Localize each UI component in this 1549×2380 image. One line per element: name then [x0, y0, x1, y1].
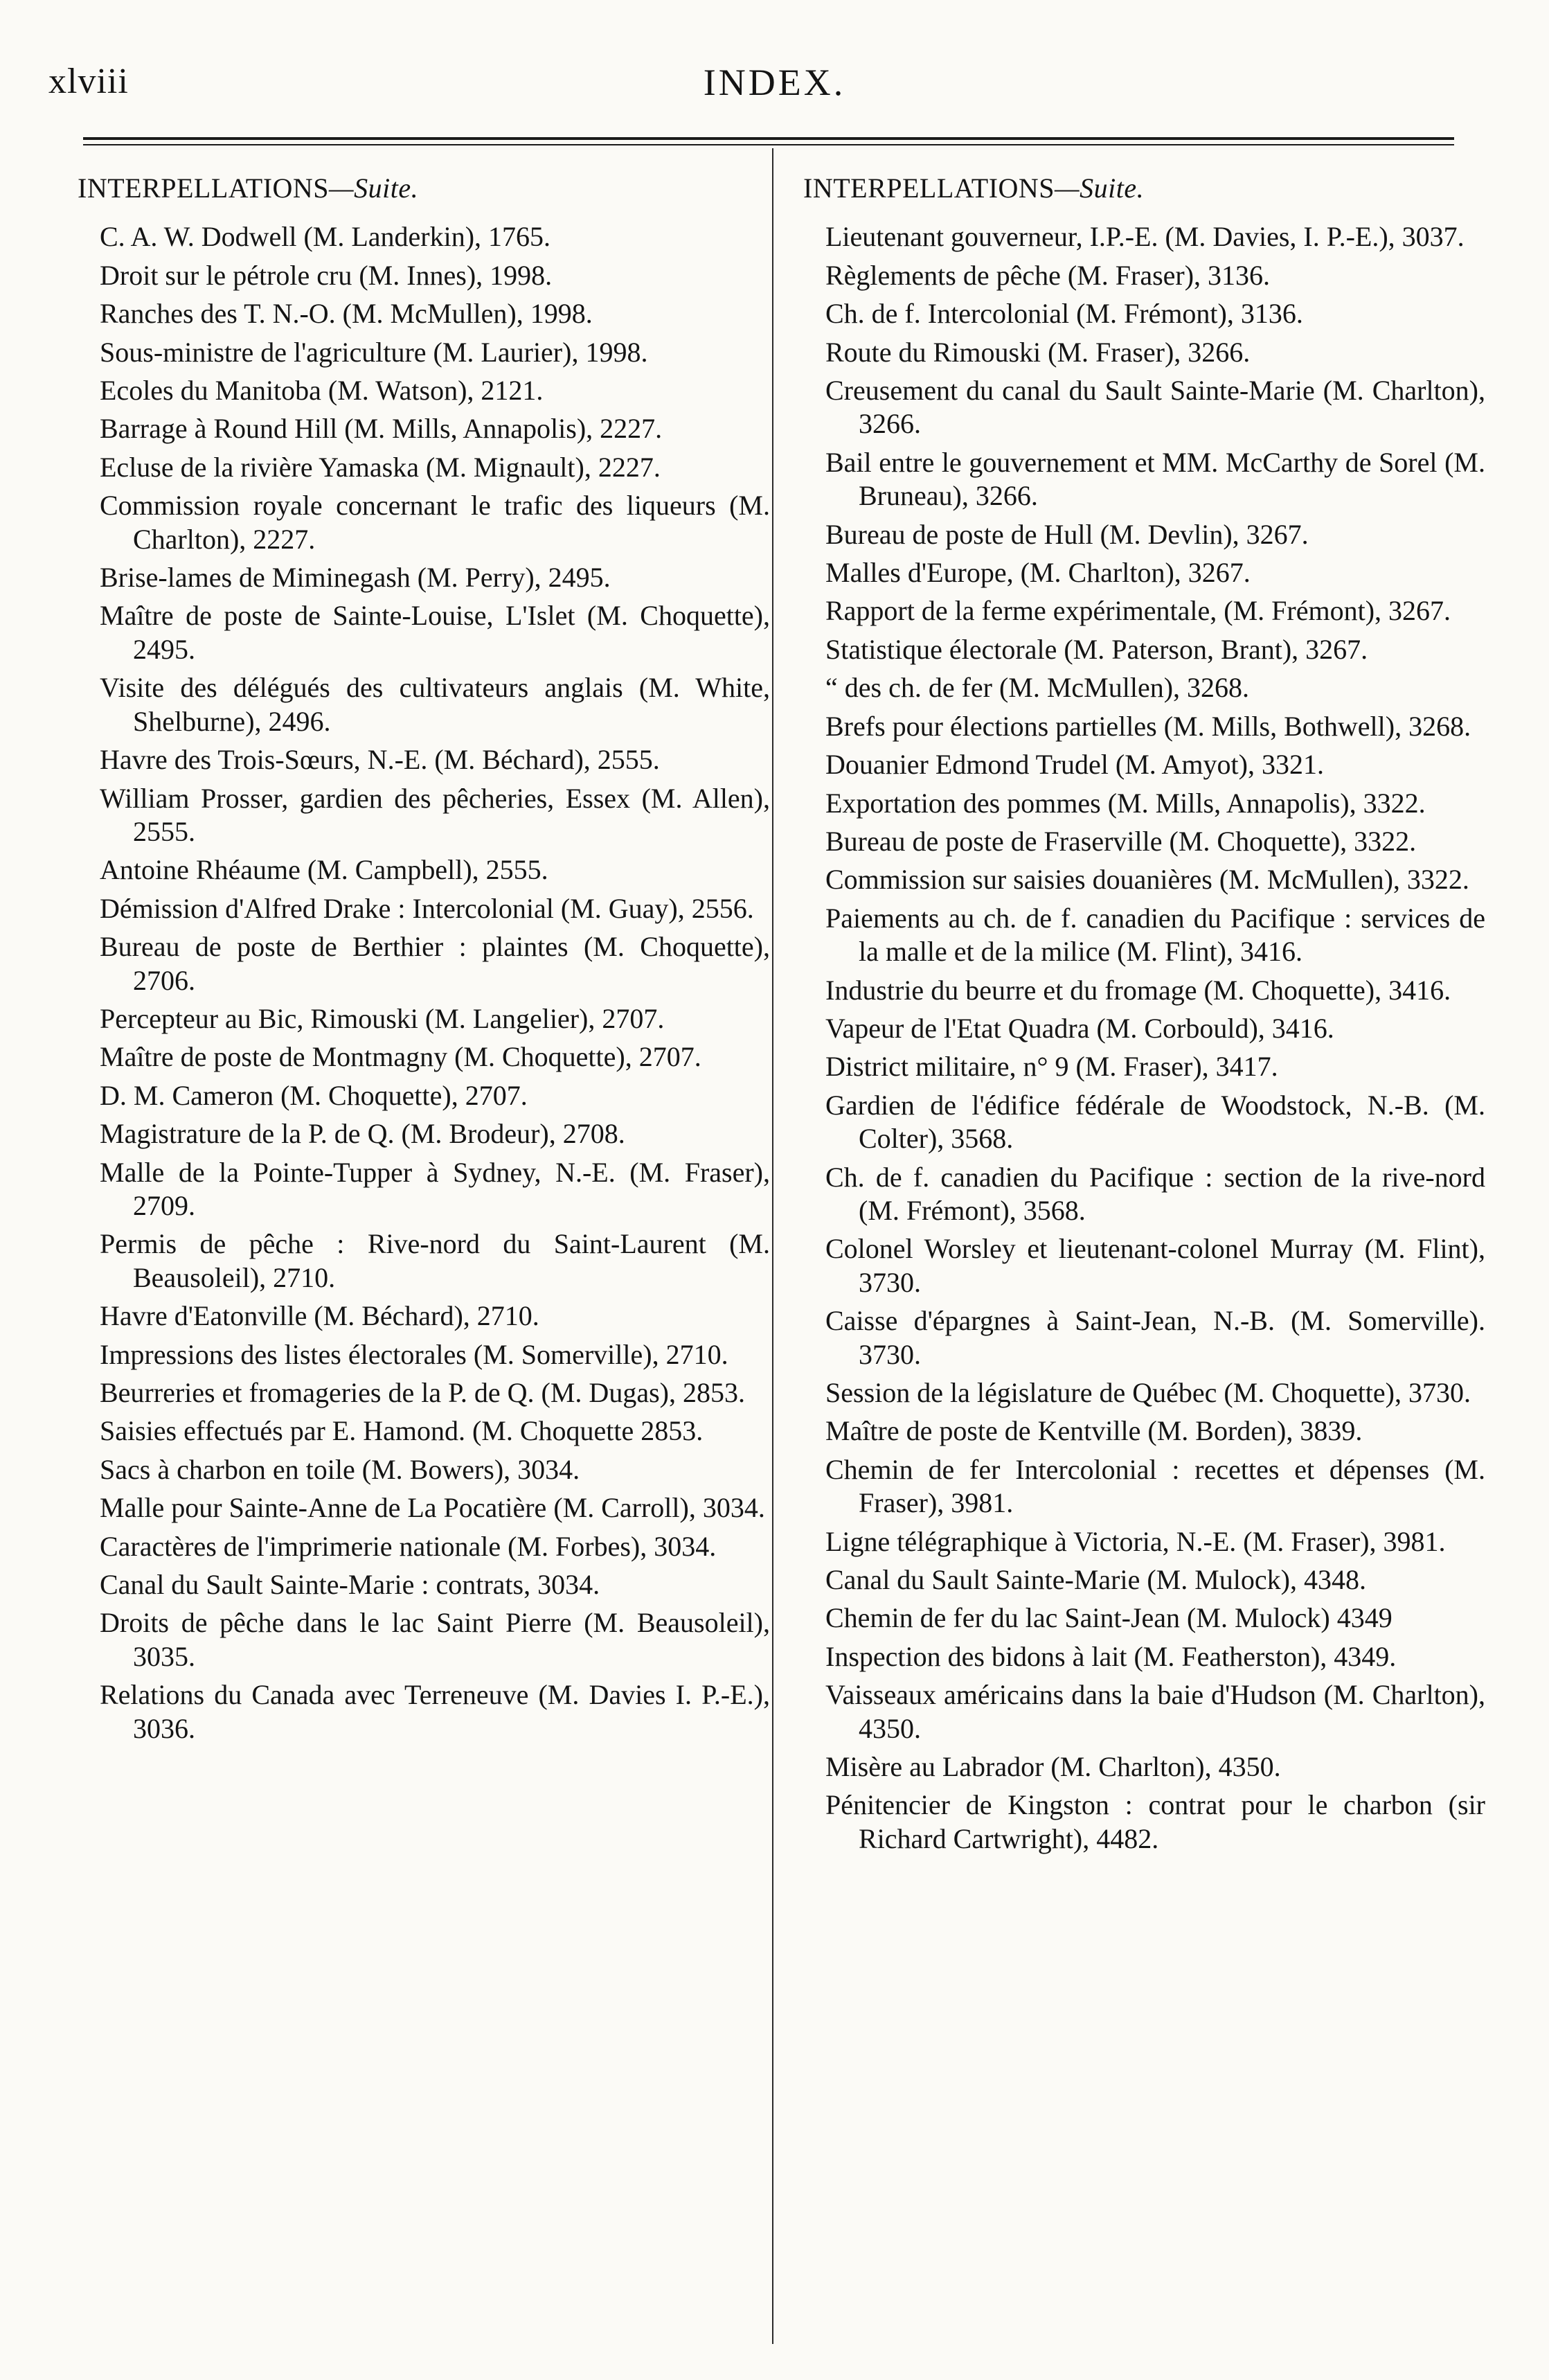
index-entry: Havre d'Eatonville (M. Béchard), 2710.	[100, 1300, 539, 1332]
right-column	[803, 172, 1485, 1861]
index-entry: Ligne télégraphique à Victoria, N.-E. (M. Fraser), 3981.	[825, 1525, 1446, 1557]
index-entry: Maître de poste de Kentville (M. Borden), 3839.	[825, 1415, 1363, 1447]
section-heading	[78, 172, 770, 205]
index-entry: Ch. de f. Intercolonial (M. Frémont), 3136.	[825, 298, 1303, 330]
index-entry: Route du Rimouski (M. Fraser), 3266.	[825, 336, 1251, 368]
header-rule	[83, 137, 1454, 140]
index-entry: Maître de poste de Sainte-Louise, L'Islet (M. Choquette), 2495.	[100, 600, 770, 665]
index-entry: D. M. Cameron (M. Choquette), 2707.	[100, 1079, 528, 1111]
index-entry: Malles d'Europe, (M. Charlton), 3267.	[825, 557, 1251, 589]
section-heading-suffix: —Suite.	[329, 172, 419, 204]
index-entry: Bail entre le gouvernement et MM. McCarthy de Sorel (M. Bruneau), 3266.	[825, 446, 1485, 512]
index-entry: Percepteur au Bic, Rimouski (M. Langelier), 2707.	[100, 1002, 665, 1034]
index-entry: Malle de la Pointe-Tupper à Sydney, N.-E. (M. Fraser), 2709.	[100, 1156, 770, 1221]
index-entry: Paiements au ch. de f. canadien du Pacifique : services de la malle et de la milice (M. Flint), 3416.	[825, 902, 1485, 968]
index-entry: Bureau de poste de Fraserville (M. Choquette), 3322.	[825, 825, 1417, 857]
column-divider	[772, 148, 773, 2344]
index-entry: Maître de poste de Montmagny (M. Choquette), 2707.	[100, 1041, 701, 1073]
index-entry: Visite des délégués des cultivateurs anglais (M. White, Shelburne), 2496.	[100, 672, 770, 737]
index-entry: Sacs à charbon en toile (M. Bowers), 3034.	[100, 1453, 580, 1485]
index-entry: Démission d'Alfred Drake : Intercolonial (M. Guay), 2556.	[100, 892, 754, 924]
index-entry: Bureau de poste de Hull (M. Devlin), 3267.	[825, 518, 1309, 550]
index-entry: Brise-lames de Miminegash (M. Perry), 2495.	[100, 562, 611, 594]
index-entry: Statistique électorale (M. Paterson, Brant), 3267.	[825, 633, 1368, 665]
index-entry: Chemin de fer du lac Saint-Jean (M. Mulock) 4349	[825, 1602, 1393, 1634]
index-entry: Rapport de la ferme expérimentale, (M. Frémont), 3267.	[825, 595, 1451, 627]
left-column	[78, 172, 770, 1750]
index-entry: Ecluse de la rivière Yamaska (M. Mignault), 2227.	[100, 451, 661, 483]
index-entry: Sous-ministre de l'agriculture (M. Laurier), 1998.	[100, 336, 648, 368]
index-entries	[78, 220, 770, 1746]
index-entry: Session de la législature de Québec (M. Choquette), 3730.	[825, 1377, 1471, 1408]
index-entry: Droit sur le pétrole cru (M. Innes), 1998.	[100, 259, 553, 291]
index-entry: Relations du Canada avec Terreneuve (M. Davies I. P.-E.), 3036.	[100, 1679, 770, 1744]
index-entry: Bureau de poste de Berthier : plaintes (M. Choquette), 2706.	[100, 931, 770, 996]
index-entry: Colonel Worsley et lieutenant-colonel Murray (M. Flint), 3730.	[825, 1233, 1485, 1298]
index-entry: Pénitencier de Kingston : contrat pour le charbon (sir Richard Cartwright), 4482.	[825, 1789, 1485, 1854]
section-heading-label: INTERPELLATIONS	[78, 172, 330, 204]
index-entry: Impressions des listes électorales (M. Somerville), 2710.	[100, 1338, 728, 1370]
index-entry: C. A. W. Dodwell (M. Landerkin), 1765.	[100, 221, 551, 253]
index-entry: Havre des Trois-Sœurs, N.-E. (M. Béchard), 2555.	[100, 744, 660, 776]
index-entry: Ranches des T. N.-O. (M. McMullen), 1998.	[100, 298, 593, 330]
index-entry: “ des ch. de fer (M. McMullen), 3268.	[825, 672, 1250, 704]
index-entry: Vapeur de l'Etat Quadra (M. Corbould), 3416.	[825, 1012, 1334, 1044]
index-entry: Commission royale concernant le trafic des liqueurs (M. Charlton), 2227.	[100, 490, 770, 555]
index-entry: Barrage à Round Hill (M. Mills, Annapolis), 2227.	[100, 413, 663, 445]
index-entry: Caisse d'épargnes à Saint-Jean, N.-B. (M. Somerville). 3730.	[825, 1305, 1485, 1370]
index-entry: Douanier Edmond Trudel (M. Amyot), 3321.	[825, 749, 1324, 781]
index-entries	[803, 220, 1485, 1856]
index-entry: Misère au Labrador (M. Charlton), 4350.	[825, 1751, 1281, 1783]
page-header	[0, 61, 1549, 116]
index-entry: Canal du Sault Sainte-Marie : contrats, 3034.	[100, 1569, 600, 1601]
index-entry: District militaire, n° 9 (M. Fraser), 3417.	[825, 1051, 1278, 1083]
index-entry: Lieutenant gouverneur, I.P.-E. (M. Davies, I. P.-E.), 3037.	[825, 221, 1465, 253]
index-entry: Ch. de f. canadien du Pacifique : section de la rive-nord (M. Frémont), 3568.	[825, 1161, 1485, 1226]
index-entry: Droits de pêche dans le lac Saint Pierre (M. Beausoleil), 3035.	[100, 1607, 770, 1672]
index-entry: Gardien de l'édifice fédérale de Woodstock, N.-B. (M. Colter), 3568.	[825, 1089, 1485, 1155]
index-entry: Inspection des bidons à lait (M. Featherston), 4349.	[825, 1640, 1397, 1672]
section-heading-label: INTERPELLATIONS	[803, 172, 1055, 204]
index-entry: Commission sur saisies douanières (M. McMullen), 3322.	[825, 864, 1469, 896]
index-entry: Brefs pour élections partielles (M. Mills, Bothwell), 3268.	[825, 710, 1471, 742]
index-entry: Permis de pêche : Rive-nord du Saint-Laurent (M. Beausoleil), 2710.	[100, 1228, 770, 1293]
section-heading	[803, 172, 1485, 205]
index-entry: Exportation des pommes (M. Mills, Annapolis), 3322.	[825, 787, 1426, 819]
index-entry: Canal du Sault Sainte-Marie (M. Mulock), 4348.	[825, 1564, 1366, 1596]
header-rule-thin	[83, 144, 1454, 145]
section-heading-suffix: —Suite.	[1055, 172, 1145, 204]
page-number: xlviii	[48, 62, 129, 101]
index-entry: Beurreries et fromageries de la P. de Q. (M. Dugas), 2853.	[100, 1377, 745, 1408]
index-entry: Chemin de fer Intercolonial : recettes et dépenses (M. Fraser), 3981.	[825, 1453, 1485, 1519]
index-entry: Saisies effectués par E. Hamond. (M. Choquette 2853.	[100, 1415, 704, 1447]
index-entry: Industrie du beurre et du fromage (M. Choquette), 3416.	[825, 974, 1451, 1006]
index-entry: Creusement du canal du Sault Sainte-Marie (M. Charlton), 3266.	[825, 375, 1485, 440]
index-entry: Malle pour Sainte-Anne de La Pocatière (M. Carroll), 3034.	[100, 1492, 765, 1524]
index-entry: Vaisseaux américains dans la baie d'Hudson (M. Charlton), 4350.	[825, 1679, 1485, 1744]
index-entry: Caractères de l'imprimerie nationale (M. Forbes), 3034.	[100, 1530, 717, 1562]
index-entry: Magistrature de la P. de Q. (M. Brodeur), 2708.	[100, 1118, 625, 1150]
page-title: INDEX.	[703, 62, 846, 103]
index-entry: Règlements de pêche (M. Fraser), 3136.	[825, 259, 1271, 291]
index-entry: William Prosser, gardien des pêcheries, Essex (M. Allen), 2555.	[100, 782, 770, 847]
index-entry: Antoine Rhéaume (M. Campbell), 2555.	[100, 854, 548, 886]
index-entry: Ecoles du Manitoba (M. Watson), 2121.	[100, 375, 544, 407]
